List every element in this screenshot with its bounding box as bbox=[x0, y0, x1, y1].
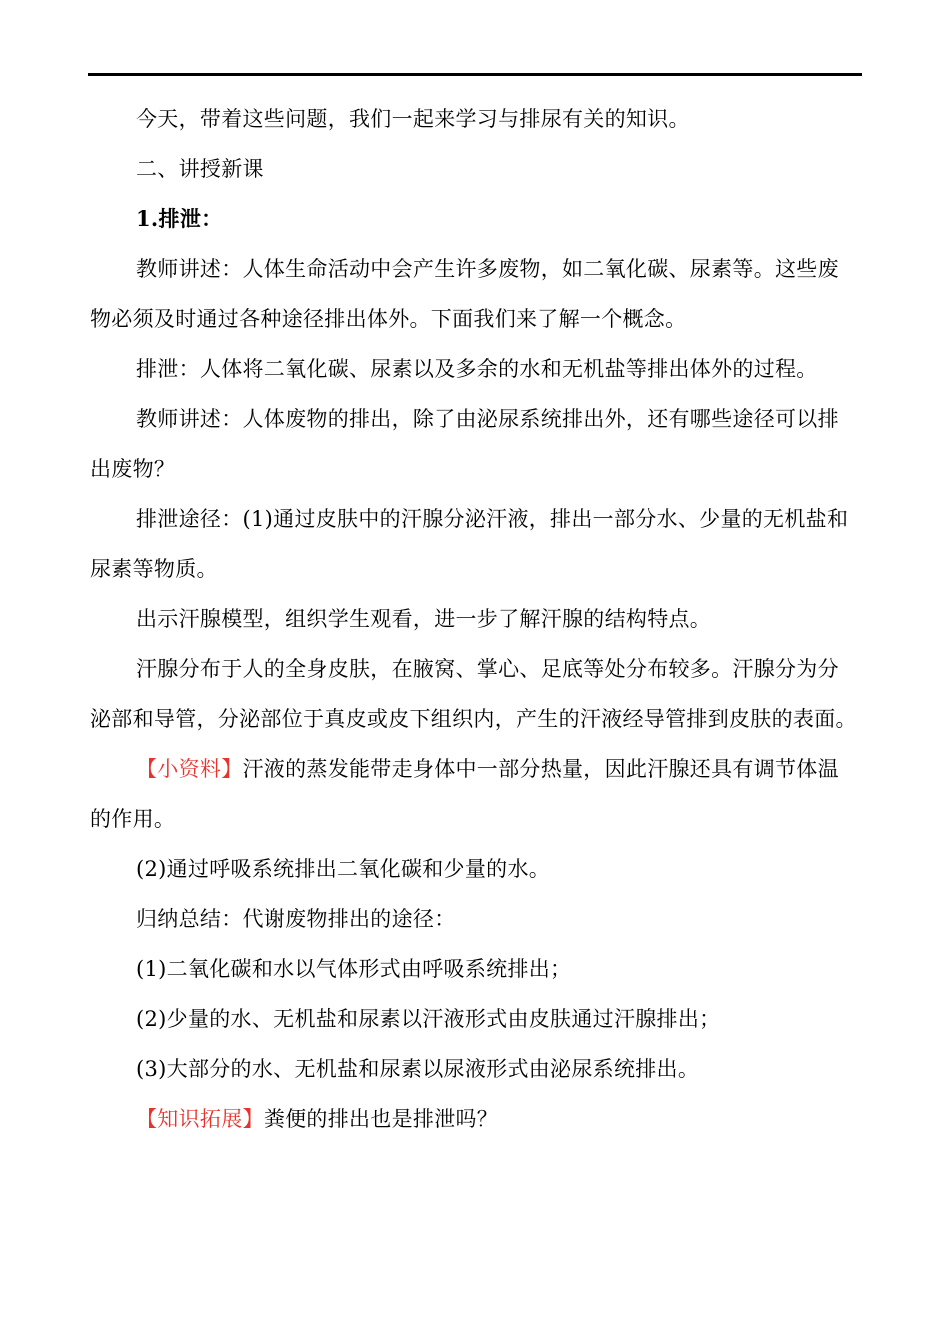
extension-tag: 【知识拓展】 bbox=[136, 1107, 264, 1131]
document-body bbox=[90, 94, 860, 1144]
summary-item-1: (1)二氧化碳和水以气体形式由呼吸系统排出； bbox=[136, 957, 572, 981]
subsection-heading: 1.排泄： bbox=[136, 206, 223, 231]
extension-text: 粪便的排出也是排泄吗？ bbox=[263, 1107, 499, 1131]
section-heading: 二、讲授新课 bbox=[136, 157, 264, 181]
paragraph-model: 出示汗腺模型，组织学生观看，进一步了解汗腺的结构特点。 bbox=[136, 607, 712, 631]
paragraph-sweat-gland: 汗腺分布于人的全身皮肤，在腋窝、掌心、足底等处分布较多。汗腺分为分泌部和导管，分泌部位于真皮或皮下组织内，产生的汗液经导管排到皮肤的表面。 bbox=[90, 657, 857, 731]
paragraph-teacher-2: 教师讲述：人体废物的排出，除了由泌尿系统排出外，还有哪些途径可以排出废物？ bbox=[90, 407, 839, 481]
paragraph-route-2: (2)通过呼吸系统排出二氧化碳和少量的水。 bbox=[136, 857, 551, 881]
paragraph-info bbox=[90, 744, 860, 844]
summary-item-3: (3)大部分的水、无机盐和尿素以尿液形式由泌尿系统排出。 bbox=[136, 1057, 700, 1081]
header-rule bbox=[88, 73, 862, 76]
info-tag: 【小资料】 bbox=[136, 757, 243, 781]
summary-item-2: (2)少量的水、无机盐和尿素以汗液形式由皮肤通过汗腺排出； bbox=[136, 1007, 721, 1031]
paragraph-teacher-1: 教师讲述：人体生命活动中会产生许多废物，如二氧化碳、尿素等。这些废物必须及时通过各种途径排出体外。下面我们来了解一个概念。 bbox=[90, 257, 839, 331]
paragraph-summary: 归纳总结：代谢废物排出的途径： bbox=[136, 907, 456, 931]
paragraph-route-1: 排泄途径：(1)通过皮肤中的汗腺分泌汗液，排出一部分水、少量的无机盐和尿素等物质。 bbox=[90, 507, 849, 581]
paragraph-extension bbox=[90, 1094, 860, 1144]
info-text: 汗液的蒸发能带走身体中一部分热量，因此汗腺还具有调节体温的作用。 bbox=[90, 757, 839, 831]
paragraph-definition: 排泄：人体将二氧化碳、尿素以及多余的水和无机盐等排出体外的过程。 bbox=[136, 357, 818, 381]
paragraph-intro: 今天，带着这些问题，我们一起来学习与排尿有关的知识。 bbox=[136, 107, 690, 131]
